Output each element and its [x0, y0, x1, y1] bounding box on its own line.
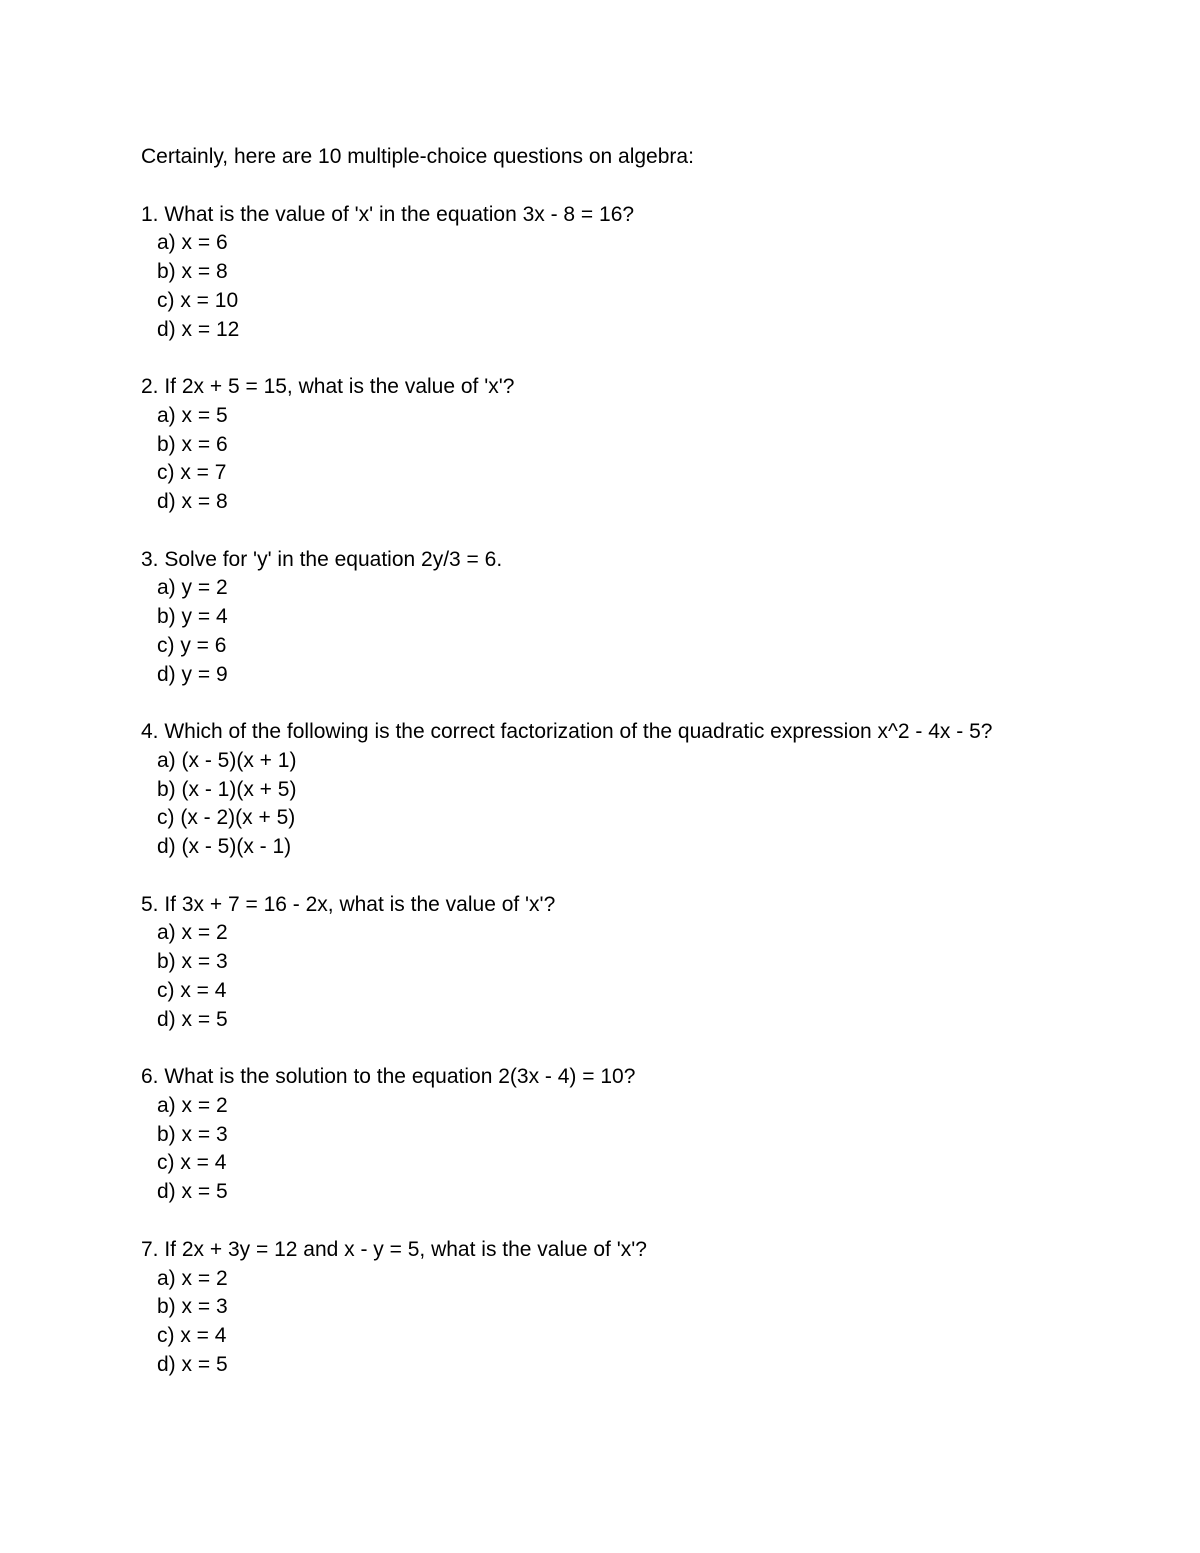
answer-option-c: c) x = 4	[157, 1323, 227, 1347]
question-text: 7. If 2x + 3y = 12 and x - y = 5, what is the value of 'x'?	[141, 1237, 647, 1261]
answer-option-a: a) x = 2	[157, 1093, 228, 1117]
answer-option-d: d) (x - 5)(x - 1)	[157, 835, 292, 859]
answer-option-d: d) x = 5	[157, 1352, 228, 1376]
answer-option-b: b) x = 3	[157, 950, 228, 974]
answer-option-b: b) x = 3	[157, 1295, 228, 1319]
question-text: 3. Solve for 'y' in the equation 2y/3 = 6.	[141, 547, 503, 571]
intro-text: Certainly, here are 10 multiple-choice questions on algebra:	[141, 145, 694, 168]
answer-option-a: a) y = 2	[157, 576, 228, 600]
answer-option-b: b) y = 4	[157, 605, 228, 629]
question-text: 2. If 2x + 5 = 15, what is the value of 'x'?	[141, 375, 515, 399]
answer-option-d: d) x = 12	[157, 317, 240, 341]
answer-option-a: a) x = 2	[157, 921, 228, 945]
answer-options	[141, 919, 1101, 1034]
question-text: 6. What is the solution to the equation 2(3x - 4) = 10?	[141, 1065, 636, 1089]
answer-options	[141, 402, 1101, 517]
answer-option-d: d) x = 5	[157, 1007, 228, 1031]
answer-option-a: a) x = 5	[157, 403, 228, 427]
answer-option-a: a) x = 2	[157, 1266, 228, 1290]
answer-option-d: d) y = 9	[157, 662, 228, 686]
answer-option-c: c) x = 4	[157, 978, 227, 1002]
question-7	[141, 1236, 1101, 1380]
answer-option-b: b) x = 6	[157, 432, 228, 456]
answer-option-b: b) (x - 1)(x + 5)	[157, 777, 297, 801]
answer-option-d: d) x = 5	[157, 1180, 228, 1204]
question-text: 5. If 3x + 7 = 16 - 2x, what is the value of 'x'?	[141, 892, 556, 916]
answer-option-a: a) x = 6	[157, 231, 228, 255]
answer-options	[141, 574, 1101, 689]
answer-option-d: d) x = 8	[157, 490, 228, 514]
answer-option-b: b) x = 3	[157, 1122, 228, 1146]
question-5	[141, 891, 1101, 1035]
answer-option-c: c) (x - 2)(x + 5)	[157, 806, 296, 830]
answer-option-c: c) x = 4	[157, 1151, 227, 1175]
answer-option-c: c) y = 6	[157, 633, 227, 657]
question-6	[141, 1063, 1101, 1207]
question-3	[141, 546, 1101, 690]
question-1	[141, 201, 1101, 345]
answer-options	[141, 229, 1101, 344]
answer-option-c: c) x = 10	[157, 288, 239, 312]
question-text: 1. What is the value of 'x' in the equation 3x - 8 = 16?	[141, 202, 635, 226]
answer-options	[141, 747, 1101, 862]
answer-option-b: b) x = 8	[157, 260, 228, 284]
question-text: 4. Which of the following is the correct factorization of the quadratic expression x^2 - 4x - 5?	[141, 720, 993, 744]
answer-option-c: c) x = 7	[157, 461, 227, 485]
question-4	[141, 718, 1101, 862]
answer-options	[141, 1265, 1101, 1380]
question-2	[141, 373, 1101, 517]
answer-options	[141, 1092, 1101, 1207]
answer-option-a: a) (x - 5)(x + 1)	[157, 748, 297, 772]
document-content	[141, 143, 1101, 1408]
